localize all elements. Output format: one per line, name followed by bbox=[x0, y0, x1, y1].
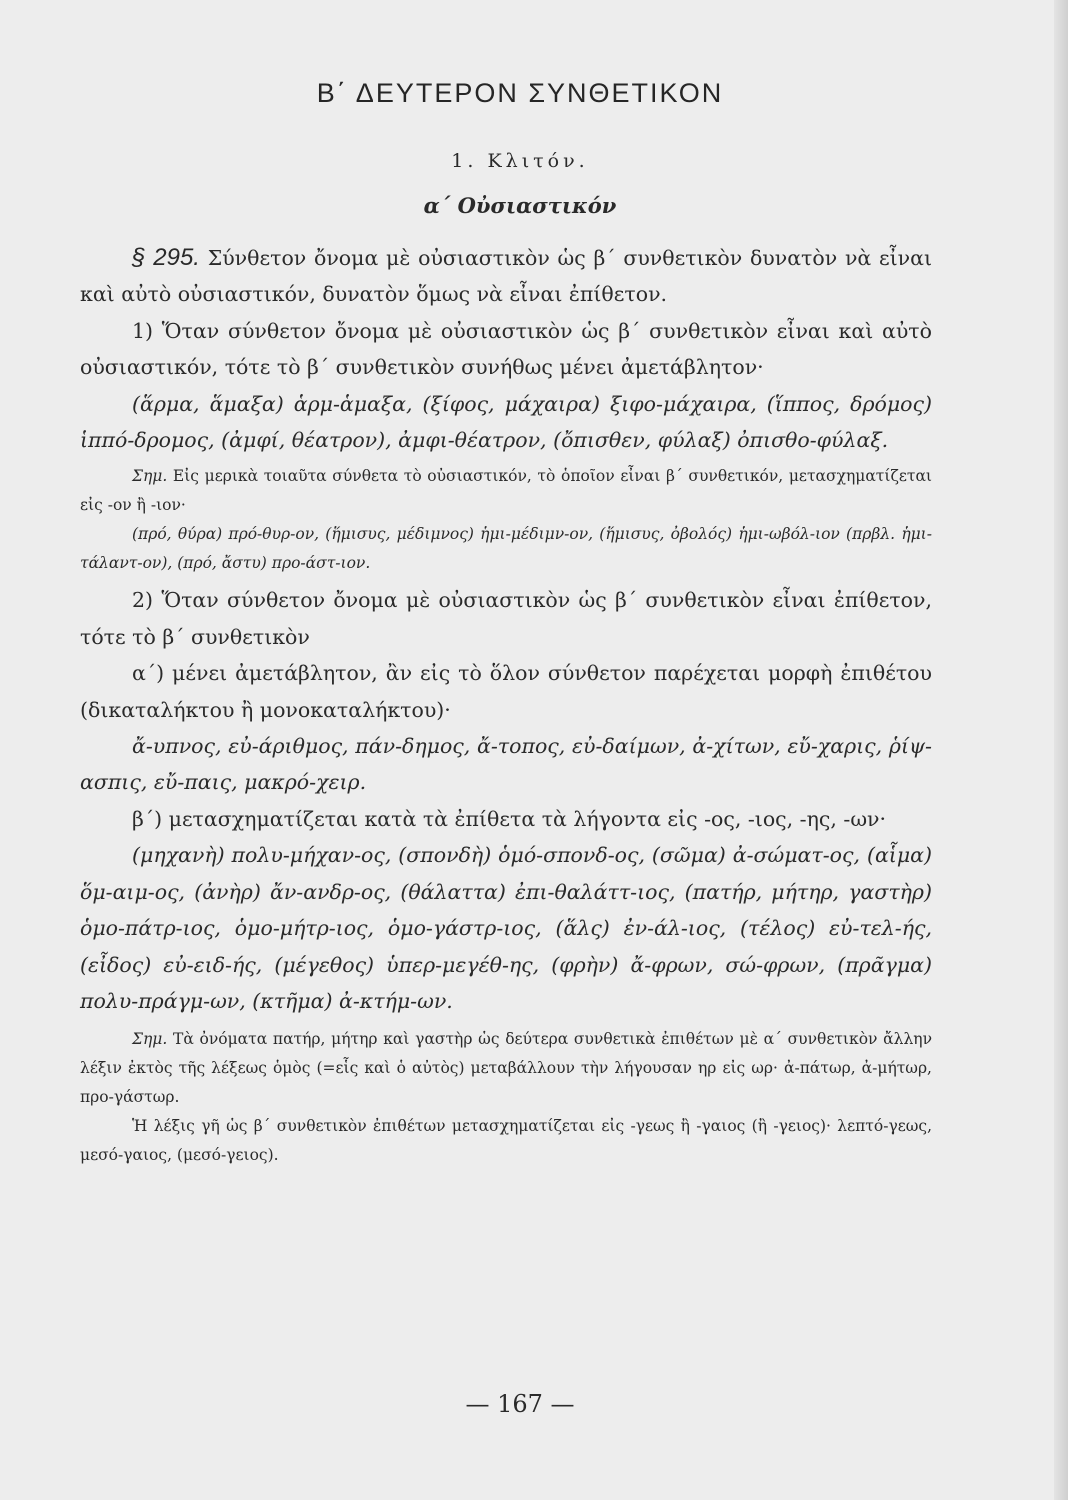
subtitle: 1. Κλιτόν. bbox=[451, 150, 589, 172]
note-1-text: Εἰς μερικὰ τοιαῦτα σύνθετα τὸ οὐσιαστικόν, τὸ ὁποῖον εἶναι β΄ συνθετικόν, μετασχηματίζεται εἰς -ον ἢ -ιον· bbox=[80, 467, 932, 515]
page-number: — 167 — bbox=[465, 1390, 575, 1418]
body-text bbox=[80, 240, 932, 1170]
note-1-label: Σημ. bbox=[132, 467, 168, 486]
chapter-title: Β΄ ΔΕΥΤΕΡΟΝ ΣΥΝΘΕΤΙΚΟΝ bbox=[316, 78, 724, 108]
case-2: 2) Ὅταν σύνθετον ὄνομα μὲ οὐσιαστικὸν ὡς β΄ συνθετικὸν εἶναι ἐπίθετον, τότε τὸ β΄ συνθετικὸν bbox=[80, 588, 932, 649]
section-intro: Σύνθετον ὄνομα μὲ οὐσιαστικὸν ὡς β΄ συνθετικὸν δυνατὸν νὰ εἶναι καὶ αὐτὸ οὐσιαστικόν, δυνατὸν ὅμως νὰ εἶναι ἐπίθετον. bbox=[80, 246, 932, 307]
note-2-text: Τὰ ὀνόματα πατήρ, μήτηρ καὶ γαστὴρ ὡς δεύτερα συνθετικὰ ἐπιθέτων μὲ α΄ συνθετικὸν ἄλλην λέξιν ἐκτὸς τῆς λέξεως ὁμὸς (=εἷς καὶ ὁ αὐτὸς) μεταβάλλουν τὴν λήγουσαν ηρ εἰς ωρ· ἀ-πάτωρ, ἀ-μήτωρ, προ-γάστωρ. bbox=[80, 1030, 932, 1107]
note-1 bbox=[80, 462, 932, 520]
note-2-label: Σημ. bbox=[132, 1030, 168, 1049]
section-number: § 295. bbox=[132, 244, 200, 271]
note-3: Ἡ λέξις γῆ ὡς β΄ συνθετικὸν ἐπιθέτων μετασχηματίζεται εἰς -γεως ἢ -γαιος (ἢ -γειος)· λεπτό-γεως, μεσό-γαιος, (μεσό-γειος). bbox=[80, 1117, 932, 1165]
case-2a-examples: ἄ-υπνος, εὐ-άριθμος, πάν-δημος, ἄ-τοπος, εὐ-δαίμων, ἀ-χίτων, εὔ-χαρις, ῥίψ-ασπις, εὔ-παις, μακρό-χειρ. bbox=[80, 734, 932, 795]
case-1-examples: (ἅρμα, ἅμαξα) ἁρμ-ἁμαξα, (ξίφος, μάχαιρα) ξιφο-μάχαιρα, (ἵππος, δρόμος) ἱππό-δρομος, (ἀμφί, θέατρον), ἀμφι-θέατρον, (ὄπισθεν, φύλαξ) ὀπισθο-φύλαξ. bbox=[80, 391, 932, 453]
case-2a: α΄) μένει ἀμετάβλητον, ἂν εἰς τὸ ὅλον σύνθετον παρέχεται μορφὴ ἐπιθέτου (δικαταλήκτου ἢ μονοκαταλήκτου)· bbox=[80, 661, 932, 722]
case-2b: β΄) μετασχηματίζεται κατὰ τὰ ἐπίθετα τὰ λήγοντα εἰς -ος, -ιος, -ης, -ων· bbox=[132, 806, 887, 831]
note-2 bbox=[80, 1025, 932, 1112]
case-1: 1) Ὅταν σύνθετον ὄνομα μὲ οὐσιαστικὸν ὡς β΄ συνθετικὸν εἶναι καὶ αὐτὸ οὐσιαστικόν, τότε τὸ β΄ συνθετικὸν συνήθως μένει ἀμετάβλητον· bbox=[80, 318, 932, 380]
note-1-examples: (πρό, θύρα) πρό-θυρ-ον, (ἥμισυς, μέδιμνος) ἡμι-μέδιμν-ον, (ἥμισυς, ὀβολός) ἡμι-ωβόλ-ιον (πρβλ. ἡμι-τάλαντ-ον), (πρό, ἄστυ) προ-άστ-ιον. bbox=[80, 525, 932, 573]
case-2b-examples: (μηχανὴ) πολυ-μήχαν-ος, (σπονδὴ) ὁμό-σπονδ-ος, (σῶμα) ἀ-σώματ-ος, (αἷμα) ὅμ-αιμ-ος, (ἀνὴρ) ἄν-ανδρ-ος, (θάλαττα) ἐπι-θαλάττ-ιος, (πατήρ, μήτηρ, γαστὴρ) ὁμο-πάτρ-ιος, ὁμο-μήτρ-ιος, ὁμο-γάστρ-ιος, (ἅλς) ἐν-άλ-ιος, (τέλος) εὐ-τελ-ής, (εἶδος) εὐ-ειδ-ής, (μέγεθος) ὑπερ-μεγέθ-ης, (φρὴν) ἄ-φρων, σώ-φρων, (πρᾶγμα) πολυ-πράγμ-ων, (κτῆμα) ἀ-κτήμ-ων. bbox=[80, 843, 932, 1013]
subsubtitle: α΄ Οὐσιαστικόν bbox=[423, 193, 617, 218]
section-paragraph bbox=[80, 240, 932, 313]
